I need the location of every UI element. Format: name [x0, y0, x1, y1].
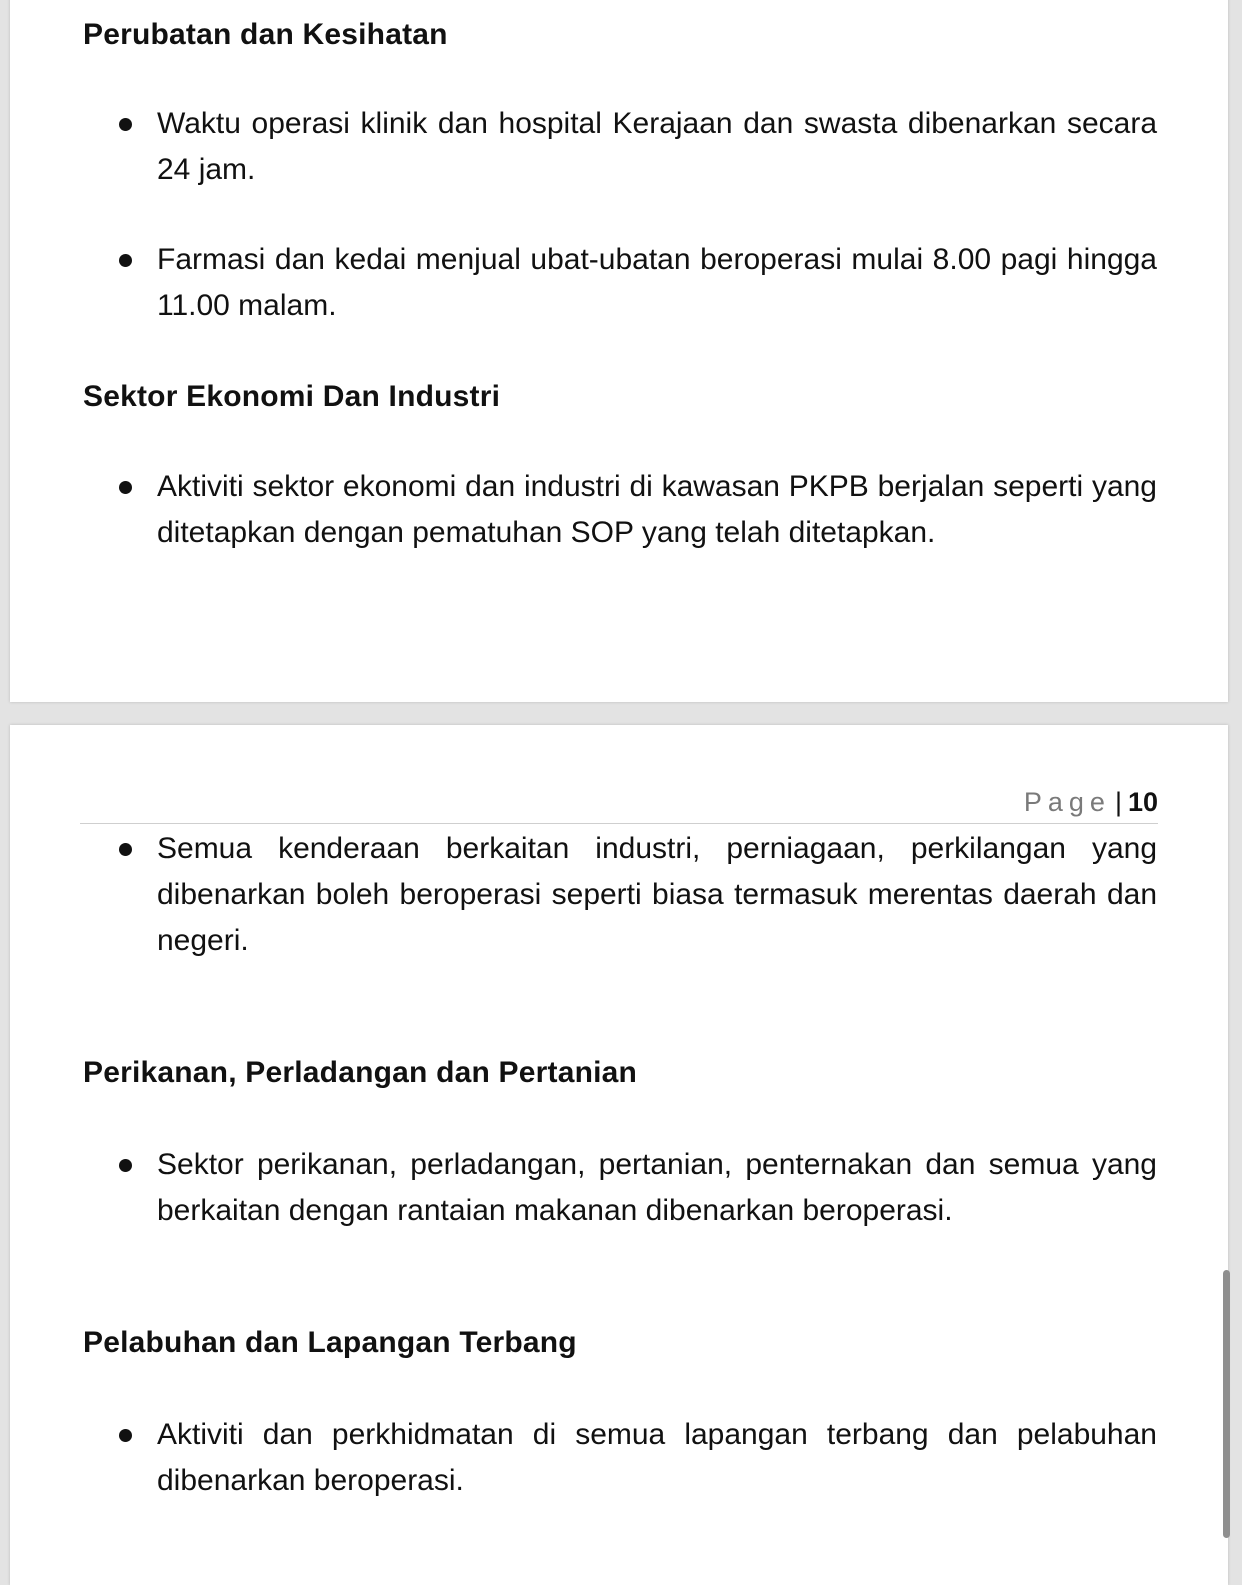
document-page-bottom: [10, 725, 1228, 1585]
bullet-item: [157, 464, 1157, 556]
bullet-item: [157, 101, 1157, 193]
section-heading-perikanan: Perikanan, Perladangan dan Pertanian: [83, 1056, 638, 1089]
bullet-text: Aktiviti sektor ekonomi dan industri di kawasan PKPB berjalan seperti yang ditetapkan dengan pematuhan SOP yang telah ditetapkan.: [157, 470, 1157, 549]
bullet-dot-icon: [119, 1159, 132, 1172]
bullet-dot-icon: [119, 254, 132, 267]
page-separator: |: [1114, 787, 1122, 817]
bullet-item: [157, 237, 1157, 329]
bullet-item: [157, 1142, 1157, 1234]
page-number: 10: [1127, 787, 1158, 817]
bullet-text: Farmasi dan kedai menjual ubat-ubatan beroperasi mulai 8.00 pagi hingga 11.00 malam.: [157, 243, 1157, 322]
vertical-scrollbar[interactable]: [1223, 1270, 1230, 1538]
bullet-dot-icon: [119, 481, 132, 494]
bullet-item: [157, 1412, 1157, 1504]
document-page-top: [10, 0, 1228, 702]
bullet-text: Semua kenderaan berkaitan industri, perniagaan, perkilangan yang dibenarkan boleh beroperasi seperti biasa termasuk merentas daerah dan negeri.: [157, 832, 1157, 957]
bullet-item: [157, 826, 1157, 964]
bullet-dot-icon: [119, 1429, 132, 1442]
bullet-text: Waktu operasi klinik dan hospital Kerajaan dan swasta dibenarkan secara 24 jam.: [157, 107, 1157, 186]
section-heading-pelabuhan: Pelabuhan dan Lapangan Terbang: [83, 1326, 577, 1359]
bullet-dot-icon: [119, 118, 132, 131]
bullet-text: Aktiviti dan perkhidmatan di semua lapangan terbang dan pelabuhan dibenarkan beroperasi.: [157, 1418, 1157, 1497]
section-heading-ekonomi: Sektor Ekonomi Dan Industri: [83, 380, 501, 413]
bullet-text: Sektor perikanan, perladangan, pertanian, penternakan dan semua yang berkaitan dengan rantaian makanan dibenarkan beroperasi.: [157, 1148, 1157, 1227]
page-header: [80, 787, 1158, 824]
bullet-dot-icon: [119, 843, 132, 856]
page-label: Page: [1023, 787, 1111, 817]
section-heading-perubatan: Perubatan dan Kesihatan: [83, 18, 448, 51]
